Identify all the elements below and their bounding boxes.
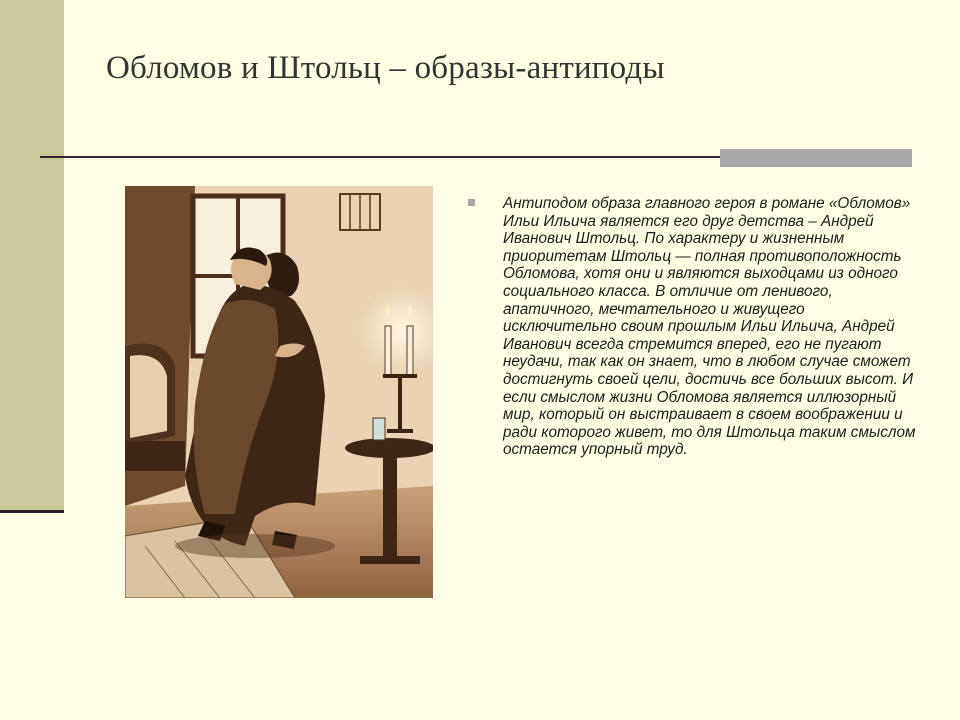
body-paragraph: Антиподом образа главного героя в романе «Обломов» Ильи Ильича является его друг детства – Андрей Иванович Штольц. По характеру и жизненным приоритетам Штольц — полная противоположность Обломова, хотя они и являются выходцами из одного социального класса. В отличие от ленивого, апатичного, мечтательного и живущего исключительно своим прошлым Ильи Ильича, Андрей Иванович всегда стремится вперед, его не пугают неудачи, так как он знает, что в любом случае сможет достигнуть своей цели, достичь все больших высот. И если смыслом жизни Обломова является иллюзорный мир, который он выстраивает в своем воображении и ради которого живет, то для Штольца таким смыслом остается упорный труд. [503, 195, 916, 459]
slide-title: Обломов и Штольц – образы-антиподы [106, 50, 665, 86]
bullet-marker [468, 199, 475, 206]
sepia-drawing [125, 186, 433, 598]
left-accent-bar [0, 0, 64, 512]
title-divider-accent [720, 149, 912, 167]
illustration-oblomov-stolz [125, 186, 433, 598]
left-accent-bar-underline [0, 510, 64, 513]
